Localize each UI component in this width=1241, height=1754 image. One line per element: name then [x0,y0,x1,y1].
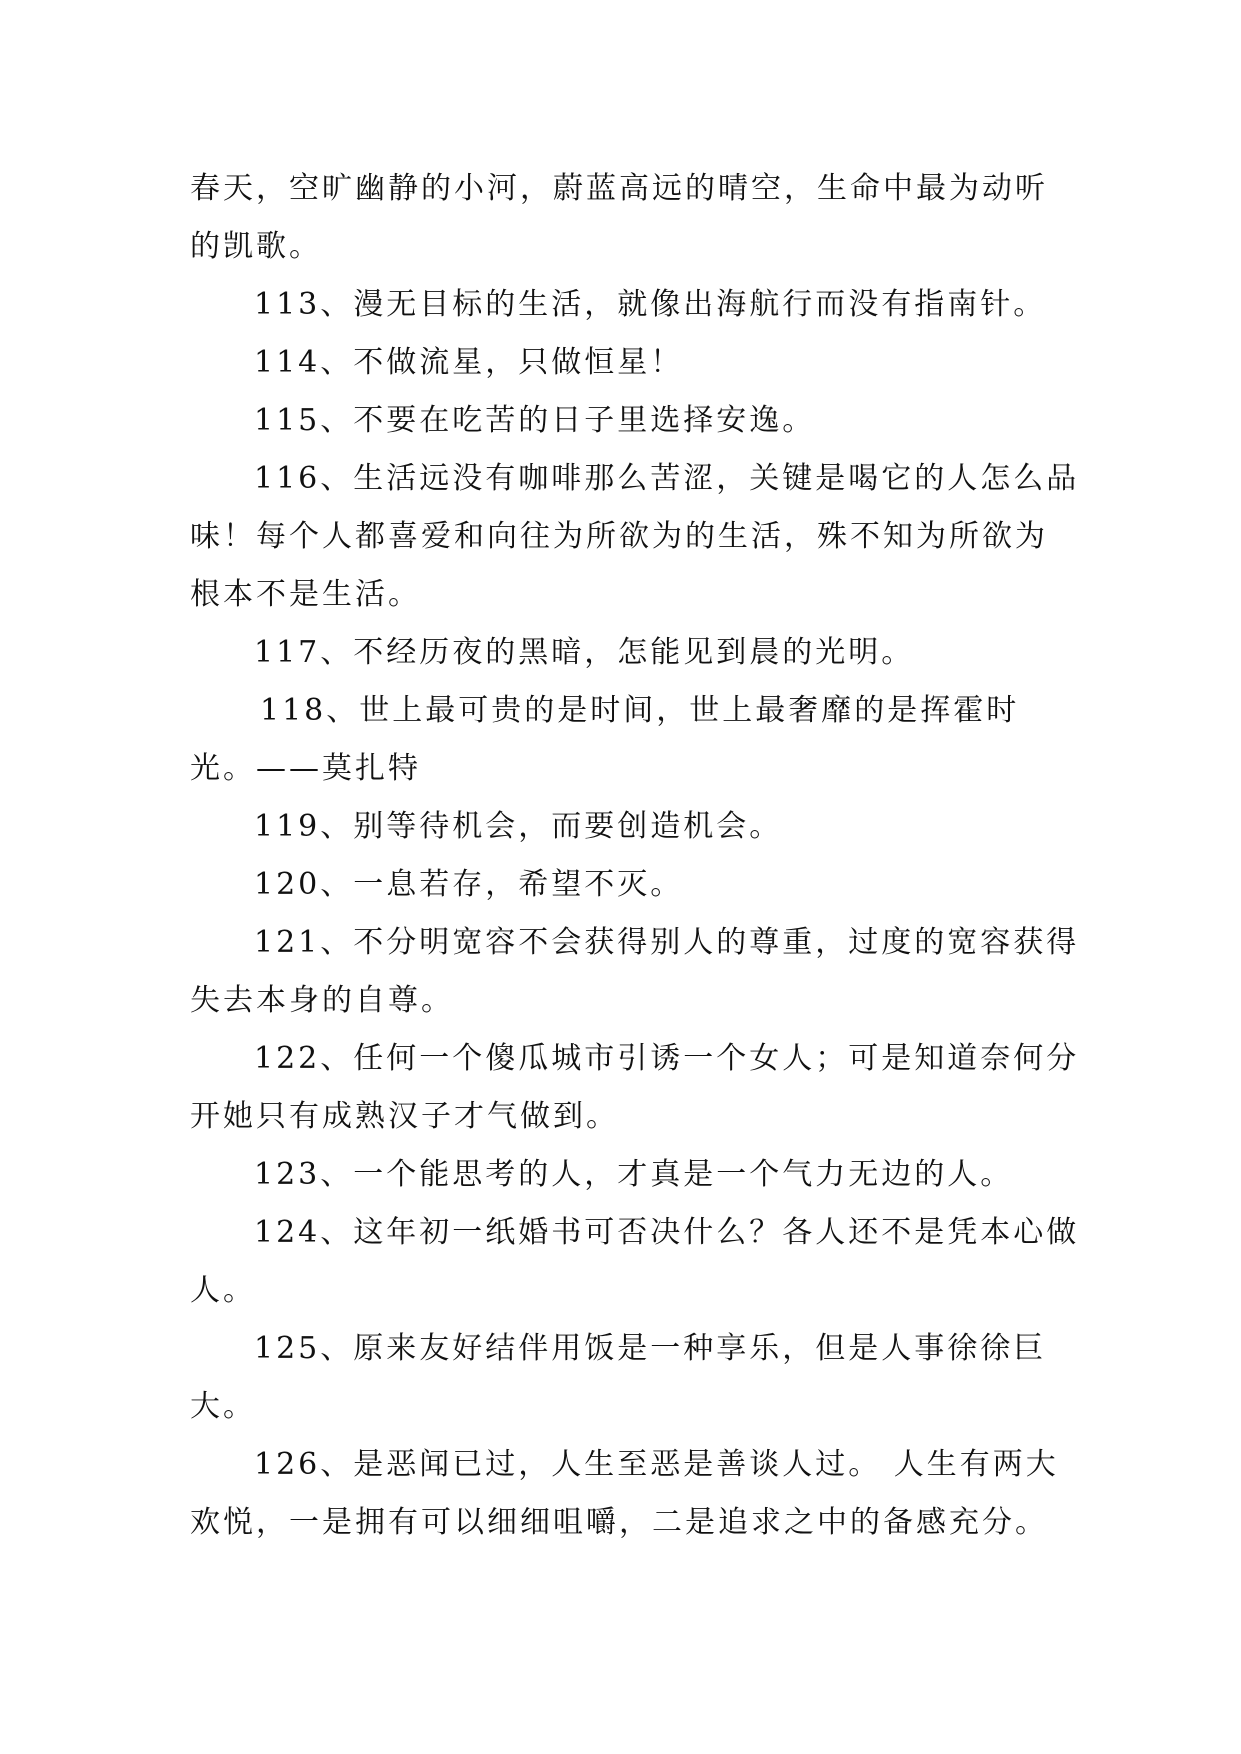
paragraph-121: 121、不分明宽容不会获得别人的尊重，过度的宽容获得失去本身的自尊。 [190,925,1080,1018]
paragraph-122: 122、任何一个傻瓜城市引诱一个女人；可是知道奈何分开她只有成熟汉子才气做到。 [190,1041,1080,1134]
paragraph-115: 115、不要在吃苦的日子里选择安逸。 [254,403,816,438]
paragraph-124: 124、这年初一纸婚书可否决什么？各人还不是凭本心做人。 [190,1215,1080,1308]
paragraph-118: 118、世上最可贵的是时间，世上最奢靡的是挥霍时光。——莫扎特 [190,693,1020,786]
paragraph-117: 117、不经历夜的黑暗，怎能见到晨的光明。 [254,635,915,670]
paragraph-113: 113、漫无目标的生活，就像出海航行而没有指南针。 [254,287,1047,322]
paragraph-126: 126、是恶闻已过，人生至恶是善谈人过。 人生有两大欢悦，一是拥有可以细细咀嚼，二是追求之中的备感充分。 [190,1447,1059,1540]
document-body [190,160,1080,1552]
paragraph-125: 125、原来友好结伴用饭是一种享乐，但是人事徐徐巨大。 [190,1331,1047,1424]
paragraph-continuation: 春天，空旷幽静的小河，蔚蓝高远的晴空，生命中最为动听的凯歌。 [190,171,1048,264]
paragraph-114: 114、不做流星，只做恒星！ [254,345,684,380]
paragraph-119: 119、别等待机会，而要创造机会。 [254,809,783,844]
paragraph-120: 120、一息若存，希望不灭。 [254,867,684,902]
paragraph-116: 116、生活远没有咖啡那么苦涩，关键是喝它的人怎么品味！每个人都喜爱和向往为所欲为的生活，殊不知为所欲为根本不是生活。 [190,461,1080,612]
paragraph-123: 123、一个能思考的人，才真是一个气力无边的人。 [254,1157,1014,1192]
